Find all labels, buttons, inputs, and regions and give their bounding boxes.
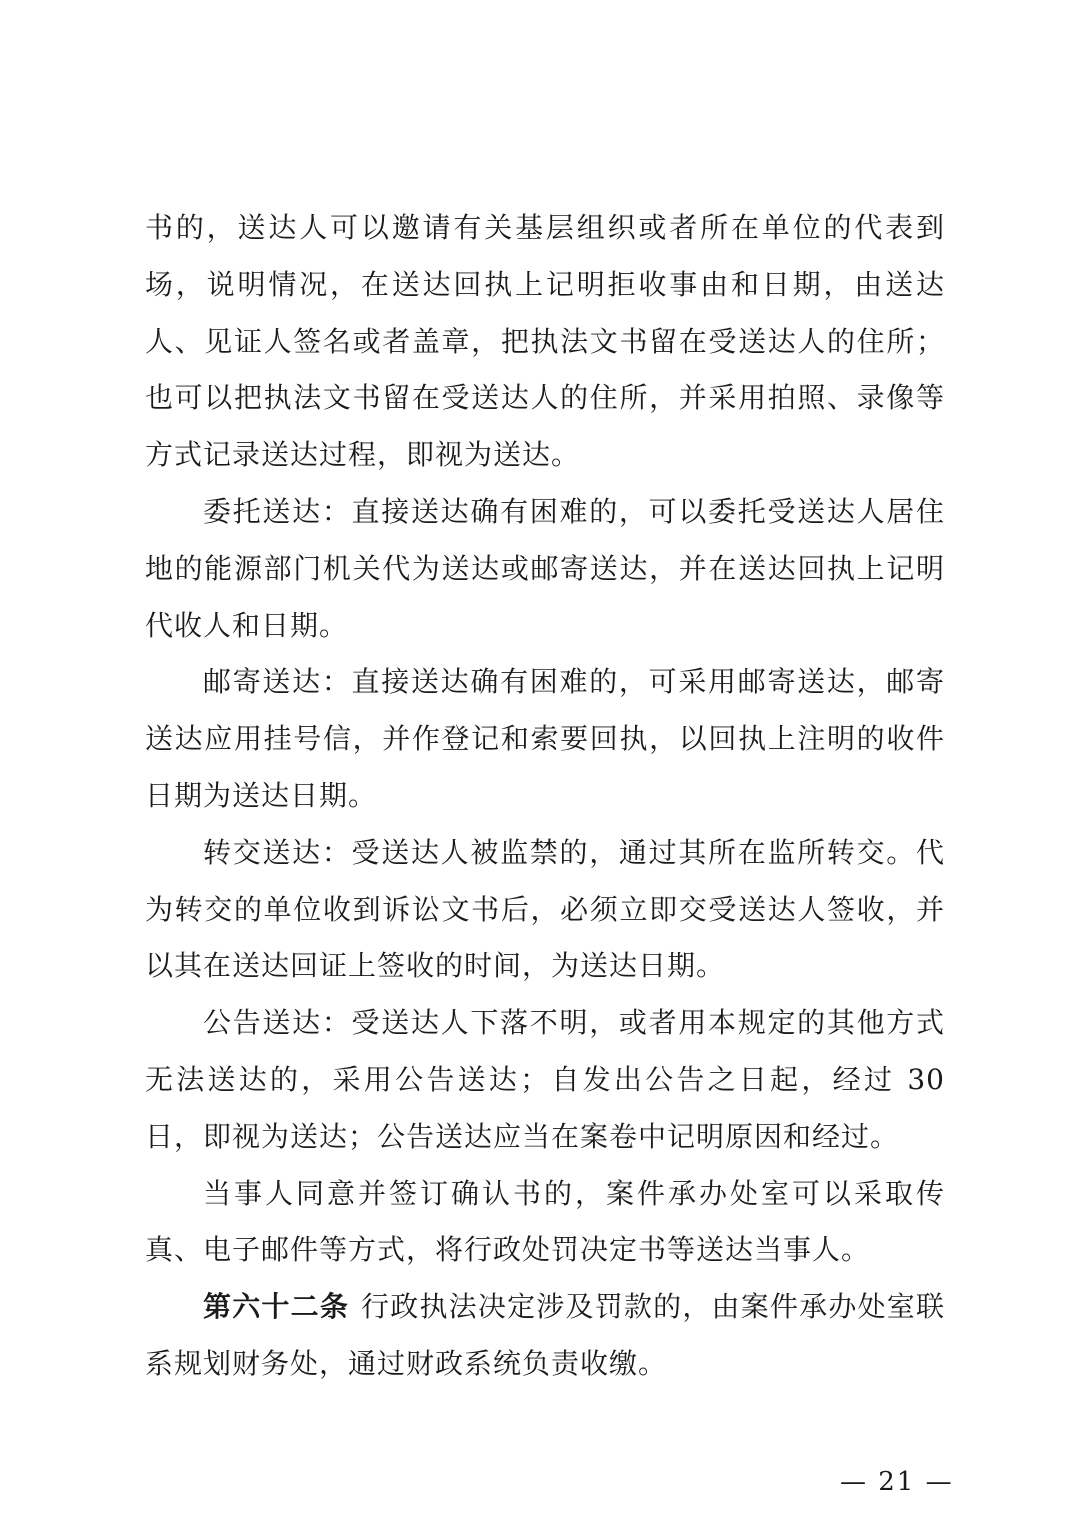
article-title: 第六十二条	[203, 1290, 350, 1324]
paragraph-public-notice-delivery: 公告送达：受送达人下落不明，或者用本规定的其他方式无法送达的，采用公告送达；自发出公告之日起，经过 30 日，即视为送达；公告送达应当在案卷中记明原因和经过。	[145, 1006, 945, 1153]
body-text	[145, 200, 945, 1393]
page-number: — 21 —	[840, 1467, 954, 1497]
paragraph-entrusted-delivery: 委托送达：直接送达确有困难的，可以委托受送达人居住地的能源部门机关代为送达或邮寄送达，并在送达回执上记明代收人和日期。	[145, 494, 945, 642]
paragraph-continued: 书的，送达人可以邀请有关基层组织或者所在单位的代表到场，说明情况，在送达回执上记明拒收事由和日期，由送达人、见证人签名或者盖章，把执法文书留在受送达人的住所；也可以把执法文书留在受送达人的住所，并采用拍照、录像等方式记录送达过程，即视为送达。	[145, 211, 945, 472]
paragraph-mail-delivery: 邮寄送达：直接送达确有困难的，可采用邮寄送达，邮寄送达应用挂号信，并作登记和索要回执，以回执上注明的收件日期为送达日期。	[145, 665, 945, 812]
article-62	[145, 1279, 945, 1393]
paragraph-electronic-delivery: 当事人同意并签订确认书的，案件承办处室可以采取传真、电子邮件等方式，将行政处罚决定书等送达当事人。	[145, 1176, 945, 1267]
paragraph-transfer-delivery: 转交送达：受送达人被监禁的，通过其所在监所转交。代为转交的单位收到诉讼文书后，必须立即交受送达人签收，并以其在送达回证上签收的时间，为送达日期。	[145, 835, 945, 983]
article-text: 行政执法决定涉及罚款的，由案件承办处室联系规划财务处，通过财政系统负责收缴。	[145, 1290, 945, 1380]
